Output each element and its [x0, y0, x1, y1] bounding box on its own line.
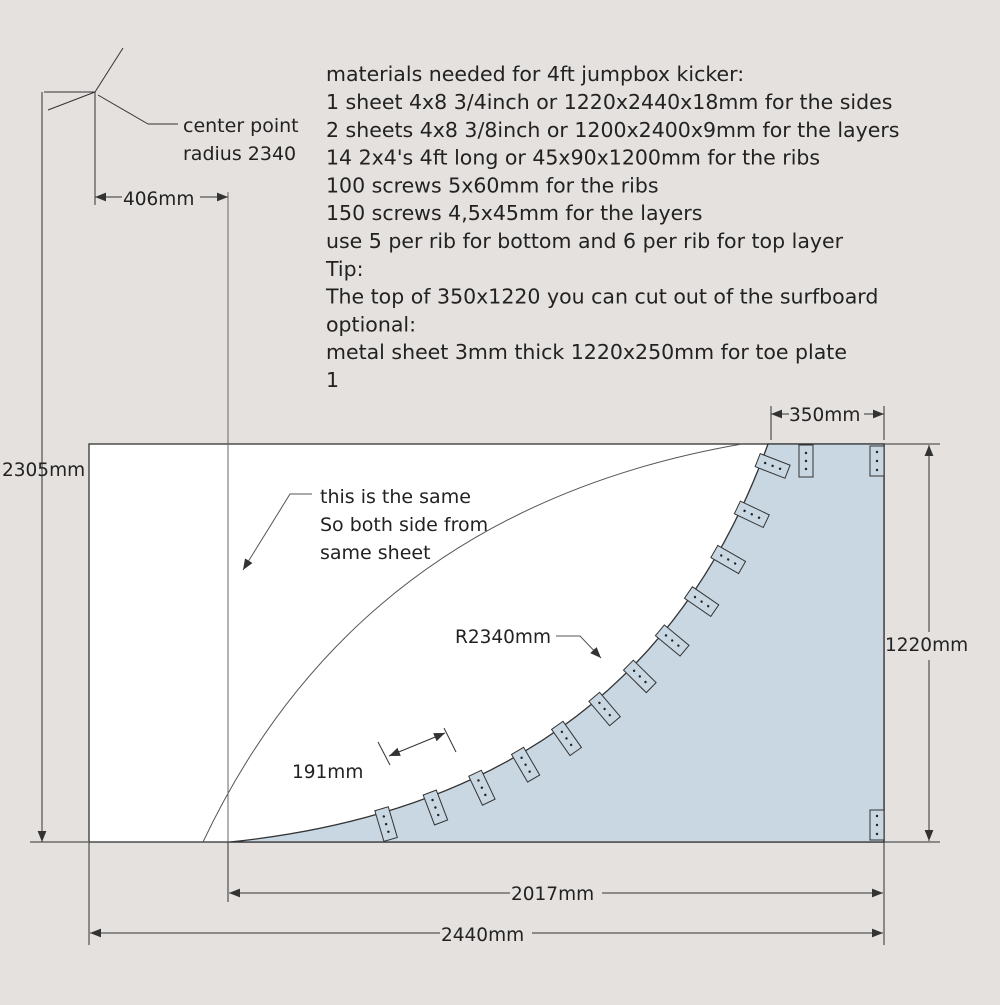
note-line: this is the same — [320, 486, 471, 508]
materials-line: 1 — [326, 368, 340, 392]
materials-line: 100 screws 5x60mm for the ribs — [326, 173, 659, 198]
center-point-radius-label: radius 2340 — [183, 143, 297, 165]
rib-spacing-label: 191mm — [292, 762, 364, 783]
materials-list — [325, 90, 899, 392]
note-line: same sheet — [320, 542, 431, 564]
materials-line: Tip: — [326, 256, 364, 281]
curve-length-label: 2017mm — [511, 884, 595, 905]
note-line: So both side from — [320, 514, 489, 536]
sheet-width-label: 2440mm — [441, 925, 525, 946]
materials-line: 14 2x4's 4ft long or 45x90x1200mm for the ribs — [326, 145, 821, 170]
rib-top-right — [870, 446, 884, 476]
materials-line: The top of 350x1220 you can cut out of the surfboard — [326, 284, 879, 309]
materials-line: optional: — [326, 312, 416, 337]
rib-bottom-right — [870, 810, 884, 840]
materials-line: metal sheet 3mm thick 1220x250mm for toe plate — [326, 340, 847, 365]
rib — [799, 445, 813, 477]
height-total-label: 2305mm — [2, 460, 86, 481]
offset-dim-label: 406mm — [123, 189, 195, 210]
materials-line: 1 sheet 4x8 3/4inch or 1220x2440x18mm for the sides — [326, 90, 893, 114]
materials-line: use 5 per rib for bottom and 6 per rib for top layer — [326, 229, 844, 253]
top-flat-label: 350mm — [789, 405, 861, 426]
radius-label: R2340mm — [455, 627, 551, 648]
materials-line: 150 screws 4,5x45mm for the layers — [326, 201, 703, 226]
materials-title: materials needed for 4ft jumpbox kicker: — [326, 62, 745, 86]
sheet-height-label: 1220mm — [885, 635, 969, 656]
center-point-label: center point — [183, 115, 299, 137]
center-point-marker — [42, 48, 178, 445]
materials-line: 2 sheets 4x8 3/8inch or 1200x2400x9mm for the layers — [326, 117, 900, 142]
